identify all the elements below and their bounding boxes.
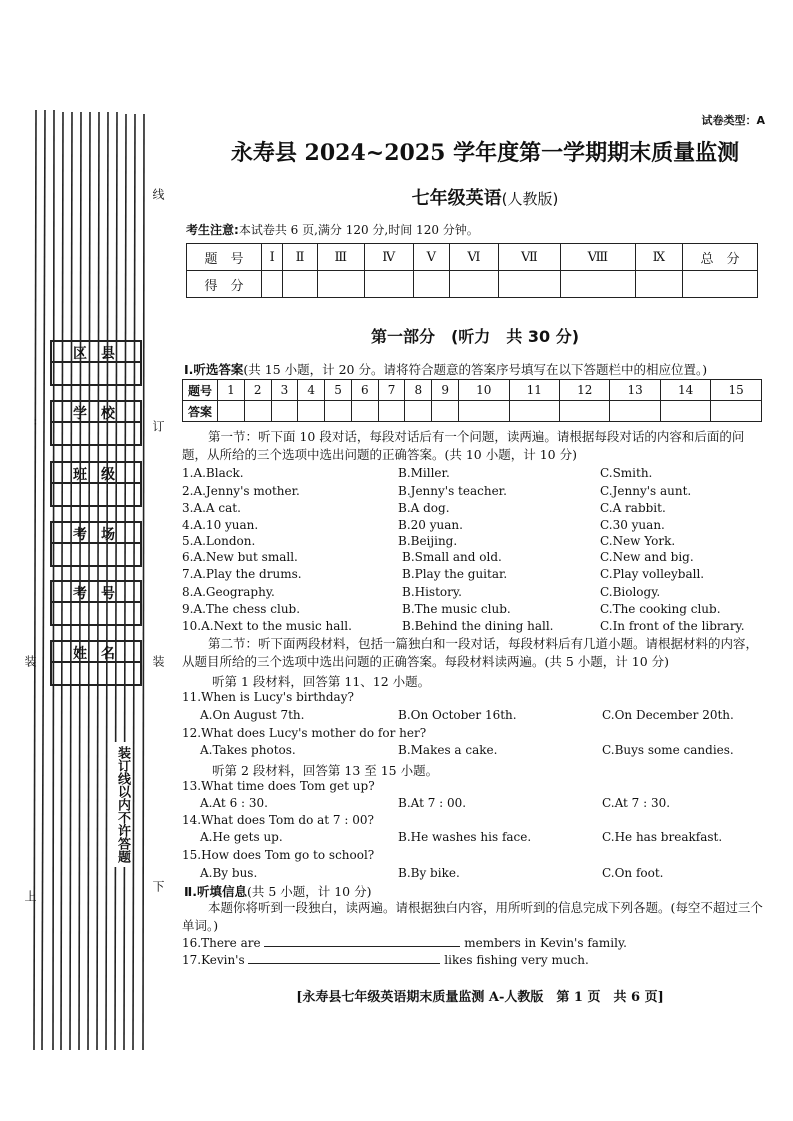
district-box[interactable] [50, 340, 142, 386]
score-cell[interactable] [498, 271, 560, 298]
score-cell[interactable] [317, 271, 364, 298]
q10-option-b: B.Behind the dining hall. [402, 619, 554, 633]
material1-note: 听第 1 段材料，回答第 11、12 小题。 [212, 674, 431, 689]
answer-col-num: 8 [405, 380, 432, 401]
q14-stem: 14.What does Tom do at 7 : 00? [182, 813, 374, 827]
q10-option-c: C.In front of the library. [600, 619, 745, 633]
section2-heading [184, 882, 372, 900]
binding-char-bind-right: 装 [151, 655, 165, 667]
score-row-label: 得 分 [187, 271, 262, 298]
q13-option-a: A.At 6 : 30. [200, 796, 268, 810]
notice-text: 本试卷共 6 页,满分 120 分,时间 120 分钟。 [238, 223, 479, 237]
answer-col-num: 12 [559, 380, 609, 401]
binding-warning: 装订线以内不许答题 [113, 742, 132, 867]
q13-option-b: B.At 7 : 00. [398, 796, 467, 810]
score-cell[interactable] [449, 271, 498, 298]
binding-char-down: 下 [151, 880, 165, 892]
q16-suffix: members in Kevin's family. [464, 936, 627, 950]
edition: (人教版) [501, 190, 559, 208]
answer-col-num: 2 [244, 380, 271, 401]
answer-col-num: 5 [325, 380, 352, 401]
score-value-row [187, 271, 758, 298]
answer-cell[interactable] [244, 401, 271, 422]
class-label: 班级 [52, 464, 140, 484]
binding-char-line: 线 [151, 188, 165, 200]
section2-instructions: 本题你将听到一段独白，读两遍。请根据独白内容，用所听到的信息完成下列各题。(每空不超过三个单词。) [182, 900, 763, 933]
notice-label: 考生注意: [186, 223, 239, 237]
school-label: 学校 [52, 403, 140, 423]
q6-option-a: 6.A.New but small. [182, 550, 298, 564]
section1-part2-instructions: 第二节：听下面两段材料，包括一篇独白和一段对话，每段材料后有几道小题。请根据材料的内容，从题目所给的三个选项中选出问题的正确答案。每段材料读两遍。(共 5 小题，计 10 分) [182, 636, 759, 669]
score-col-6: Ⅵ [449, 244, 498, 271]
q12-option-a: A.Takes photos. [200, 743, 296, 757]
q17-suffix: likes fishing very much. [444, 953, 589, 967]
q10-option-a: 10.A.Next to the music hall. [182, 619, 352, 633]
answer-col-num: 11 [509, 380, 559, 401]
q15-option-a: A.By bus. [200, 866, 258, 880]
answer-cell[interactable] [325, 401, 352, 422]
q13-option-c: C.At 7 : 30. [602, 796, 671, 810]
q16 [182, 936, 627, 950]
q11-option-c: C.On December 20th. [602, 708, 734, 722]
answer-cell[interactable] [711, 401, 762, 422]
answer-number-row [183, 380, 762, 401]
q15-option-c: C.On foot. [602, 866, 664, 880]
answer-col-num: 7 [378, 380, 405, 401]
score-cell[interactable] [262, 271, 283, 298]
q4-option-c: C.30 yuan. [600, 518, 665, 532]
answer-col-num: 13 [610, 380, 660, 401]
name-box[interactable] [50, 640, 142, 686]
q17-prefix: 17.Kevin's [182, 953, 245, 967]
exam-number-box[interactable] [50, 580, 142, 626]
answer-cell[interactable] [271, 401, 298, 422]
q2-option-c: C.Jenny's aunt. [600, 484, 692, 498]
q14-option-a: A.He gets up. [200, 830, 283, 844]
score-col-total: 总 分 [683, 244, 758, 271]
answer-row-label-q: 题号 [183, 380, 218, 401]
score-col-9: Ⅸ [635, 244, 682, 271]
q14-option-c: C.He has breakfast. [602, 830, 723, 844]
q8-option-a: 8.A.Geography. [182, 585, 275, 599]
answer-col-num: 10 [459, 380, 509, 401]
q15-stem: 15.How does Tom go to school? [182, 848, 375, 862]
score-header-row [187, 244, 758, 271]
q1-option-b: B.Miller. [398, 466, 450, 480]
q11-option-b: B.On October 16th. [398, 708, 517, 722]
score-cell[interactable] [560, 271, 635, 298]
school-box[interactable] [50, 400, 142, 446]
q16-prefix: 16.There are [182, 936, 261, 950]
q9-option-c: C.The cooking club. [600, 602, 721, 616]
score-cell[interactable] [635, 271, 682, 298]
q3-option-a: 3.A.A cat. [182, 501, 241, 515]
answer-cell[interactable] [509, 401, 559, 422]
q9-option-a: 9.A.The chess club. [182, 602, 301, 616]
score-cell[interactable] [283, 271, 317, 298]
q2-option-a: 2.A.Jenny's mother. [182, 484, 300, 498]
paper-type: 试卷类型：A [701, 114, 765, 127]
material2-note: 听第 2 段材料，回答第 13 至 15 小题。 [212, 763, 439, 778]
section2-text: (共 5 小题，计 10 分) [246, 884, 372, 899]
score-col-3: Ⅲ [317, 244, 364, 271]
q2-option-b: B.Jenny's teacher. [398, 484, 507, 498]
q6-option-b: B.Small and old. [402, 550, 502, 564]
q5-option-c: C.New York. [600, 534, 676, 548]
district-label: 区县 [52, 343, 140, 363]
answer-cell[interactable] [610, 401, 660, 422]
score-cell[interactable] [683, 271, 758, 298]
answer-cell[interactable] [459, 401, 509, 422]
answer-cell[interactable] [378, 401, 405, 422]
answer-col-num: 1 [218, 380, 245, 401]
exam-title: 永寿县 2024~2025 学年度第一学期期末质量监测 [230, 140, 740, 166]
section1-label: Ⅰ.听选答案 [184, 362, 244, 377]
q7-option-a: 7.A.Play the drums. [182, 567, 302, 581]
answer-cell[interactable] [218, 401, 245, 422]
q12-option-c: C.Buys some candies. [602, 743, 734, 757]
answer-col-num: 15 [711, 380, 762, 401]
binding-char-order: 订 [151, 420, 165, 432]
answer-col-num: 3 [271, 380, 298, 401]
answer-col-num: 6 [351, 380, 378, 401]
q7-option-b: B.Play the guitar. [402, 567, 508, 581]
score-col-1: Ⅰ [262, 244, 283, 271]
q6-option-c: C.New and big. [600, 550, 694, 564]
binding-char-bind-left: 装 [23, 655, 37, 667]
score-col-label: 题 号 [187, 244, 262, 271]
subject-grade: 七年级英语 [411, 188, 502, 209]
section1-part1-instructions: 第一节：听下面 10 段对话，每段对话后有一个问题，读两遍。请根据每段对话的内容和后面的问题，从所给的三个选项中选出问题的正确答案。(共 10 小题，计 10 分) [182, 429, 745, 462]
answer-cell[interactable] [351, 401, 378, 422]
binding-dots: ·· [28, 418, 42, 426]
exam-subtitle [190, 184, 780, 210]
q11-option-a: A.On August 7th. [200, 708, 305, 722]
q17-blank[interactable] [248, 963, 440, 964]
q16-blank[interactable] [264, 946, 460, 947]
q17 [182, 953, 589, 967]
answer-table [182, 379, 762, 422]
answer-col-num: 9 [432, 380, 459, 401]
q5-option-b: B.Beijing. [398, 534, 458, 548]
answer-cell[interactable] [660, 401, 710, 422]
answer-cell[interactable] [298, 401, 325, 422]
q8-option-c: C.Biology. [600, 585, 661, 599]
q3-option-c: C.A rabbit. [600, 501, 666, 515]
q5-option-a: 5.A.London. [182, 534, 256, 548]
binding-margin [0, 0, 180, 1121]
q12-option-b: B.Makes a cake. [398, 743, 498, 757]
q9-option-b: B.The music club. [402, 602, 511, 616]
exam-notice [186, 221, 479, 238]
binding-char-up: 上 [23, 890, 37, 902]
score-col-8: Ⅷ [560, 244, 635, 271]
answer-col-num: 4 [298, 380, 325, 401]
q15-option-b: B.By bike. [398, 866, 460, 880]
score-col-7: Ⅶ [498, 244, 560, 271]
score-col-5: Ⅴ [413, 244, 449, 271]
score-cell[interactable] [364, 271, 413, 298]
q4-option-a: 4.A.10 yuan. [182, 518, 259, 532]
q1-option-c: C.Smith. [600, 466, 653, 480]
name-label: 姓名 [52, 643, 140, 663]
exam-room-box[interactable] [50, 521, 142, 567]
answer-row-label-a: 答案 [183, 401, 218, 422]
answer-cell[interactable] [432, 401, 459, 422]
q11-stem: 11.When is Lucy's birthday? [182, 690, 354, 704]
score-cell[interactable] [413, 271, 449, 298]
answer-input-row [183, 401, 762, 422]
score-col-2: Ⅱ [283, 244, 317, 271]
answer-cell[interactable] [405, 401, 432, 422]
part1-title: 第一部分 (听力 共 30 分) [370, 327, 580, 346]
q3-option-b: B.A dog. [398, 501, 450, 515]
exam-number-label: 考号 [52, 583, 140, 603]
q8-option-b: B.History. [402, 585, 462, 599]
answer-col-num: 14 [660, 380, 710, 401]
q7-option-c: C.Play volleyball. [600, 567, 705, 581]
score-col-4: Ⅳ [364, 244, 413, 271]
q13-stem: 13.What time does Tom get up? [182, 779, 375, 793]
q1-option-a: 1.A.Black. [182, 466, 244, 480]
q14-option-b: B.He washes his face. [398, 830, 532, 844]
class-box[interactable] [50, 461, 142, 507]
section1-heading [184, 360, 707, 378]
section2-label: Ⅱ.听填信息 [184, 884, 247, 899]
page-footer: [永寿县七年级英语期末质量监测 A-人教版 第 1 页 共 6 页] [296, 990, 664, 1005]
answer-cell[interactable] [559, 401, 609, 422]
score-table [186, 243, 758, 298]
section1-text: (共 15 小题，计 20 分。请将符合题意的答案序号填写在以下答题栏中的相应位置。) [243, 362, 708, 377]
exam-room-label: 考场 [52, 524, 140, 544]
q4-option-b: B.20 yuan. [398, 518, 463, 532]
q12-stem: 12.What does Lucy's mother do for her? [182, 726, 427, 740]
